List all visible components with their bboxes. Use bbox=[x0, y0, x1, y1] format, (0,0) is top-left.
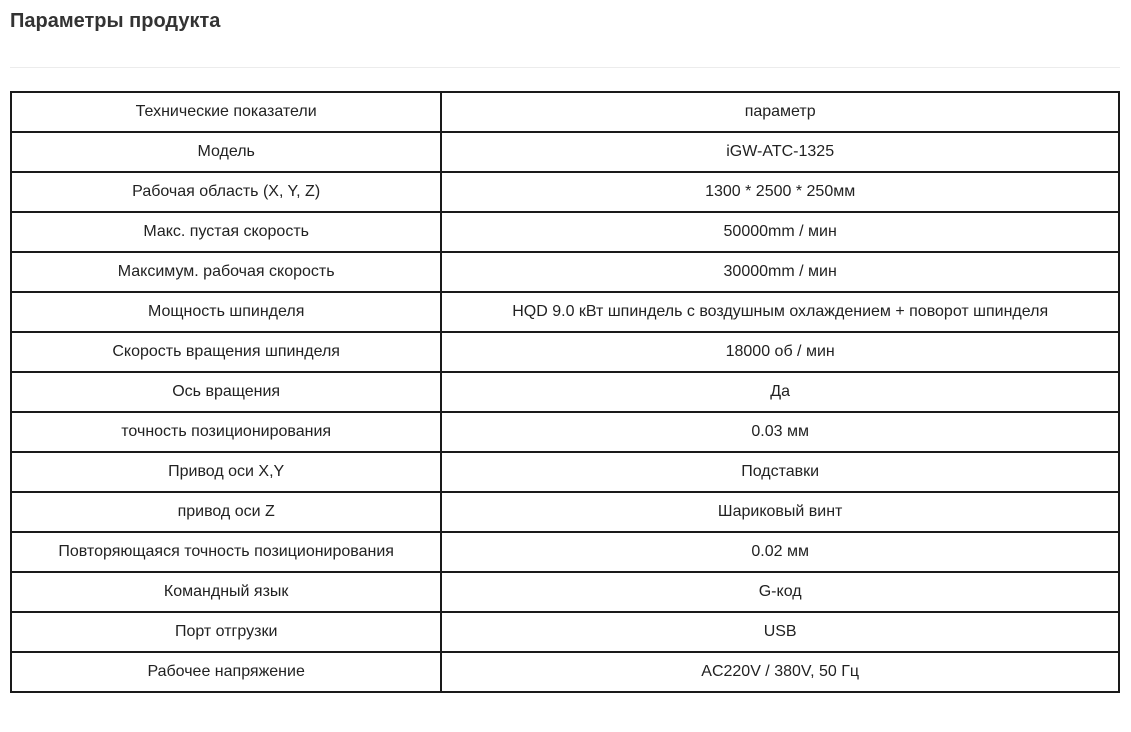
row-label: Повторяющаяся точность позиционирования bbox=[11, 532, 441, 572]
row-value: G-код bbox=[441, 572, 1119, 612]
table-row bbox=[11, 532, 1119, 572]
table-row bbox=[11, 612, 1119, 652]
table-row bbox=[11, 212, 1119, 252]
header-cell-value: параметр bbox=[441, 92, 1119, 132]
row-label: Скорость вращения шпинделя bbox=[11, 332, 441, 372]
row-value: HQD 9.0 кВт шпиндель с воздушным охлаждением + поворот шпинделя bbox=[441, 292, 1119, 332]
page-title: Параметры продукта bbox=[10, 10, 221, 32]
title-divider bbox=[10, 67, 1120, 68]
row-label: Рабочая область (X, Y, Z) bbox=[11, 172, 441, 212]
row-value: Да bbox=[441, 372, 1119, 412]
row-label: Макс. пустая скорость bbox=[11, 212, 441, 252]
table-row bbox=[11, 412, 1119, 452]
row-label: Командный язык bbox=[11, 572, 441, 612]
row-value: AC220V / 380V, 50 Гц bbox=[441, 652, 1119, 692]
row-label: точность позиционирования bbox=[11, 412, 441, 452]
row-label: Модель bbox=[11, 132, 441, 172]
table-row bbox=[11, 252, 1119, 292]
row-label: Максимум. рабочая скорость bbox=[11, 252, 441, 292]
table-row bbox=[11, 652, 1119, 692]
table-row bbox=[11, 292, 1119, 332]
row-label: Ось вращения bbox=[11, 372, 441, 412]
table-header-row bbox=[11, 92, 1119, 132]
row-value: Подставки bbox=[441, 452, 1119, 492]
row-value: 50000mm / мин bbox=[441, 212, 1119, 252]
table-row bbox=[11, 572, 1119, 612]
row-value: 30000mm / мин bbox=[441, 252, 1119, 292]
row-label: Порт отгрузки bbox=[11, 612, 441, 652]
table-row bbox=[11, 332, 1119, 372]
row-value: USB bbox=[441, 612, 1119, 652]
table-row bbox=[11, 452, 1119, 492]
row-value: iGW-ATC-1325 bbox=[441, 132, 1119, 172]
row-label: Рабочее напряжение bbox=[11, 652, 441, 692]
row-value: 1300 * 2500 * 250мм bbox=[441, 172, 1119, 212]
row-label: Привод оси X,Y bbox=[11, 452, 441, 492]
table-row bbox=[11, 132, 1119, 172]
row-value: 0.03 мм bbox=[441, 412, 1119, 452]
row-label: привод оси Z bbox=[11, 492, 441, 532]
table-row bbox=[11, 492, 1119, 532]
row-label: Мощность шпинделя bbox=[11, 292, 441, 332]
row-value: 18000 об / мин bbox=[441, 332, 1119, 372]
table-row bbox=[11, 172, 1119, 212]
spec-table bbox=[10, 91, 1120, 693]
row-value: 0.02 мм bbox=[441, 532, 1119, 572]
row-value: Шариковый винт bbox=[441, 492, 1119, 532]
header-cell-name: Технические показатели bbox=[11, 92, 441, 132]
table-row bbox=[11, 372, 1119, 412]
